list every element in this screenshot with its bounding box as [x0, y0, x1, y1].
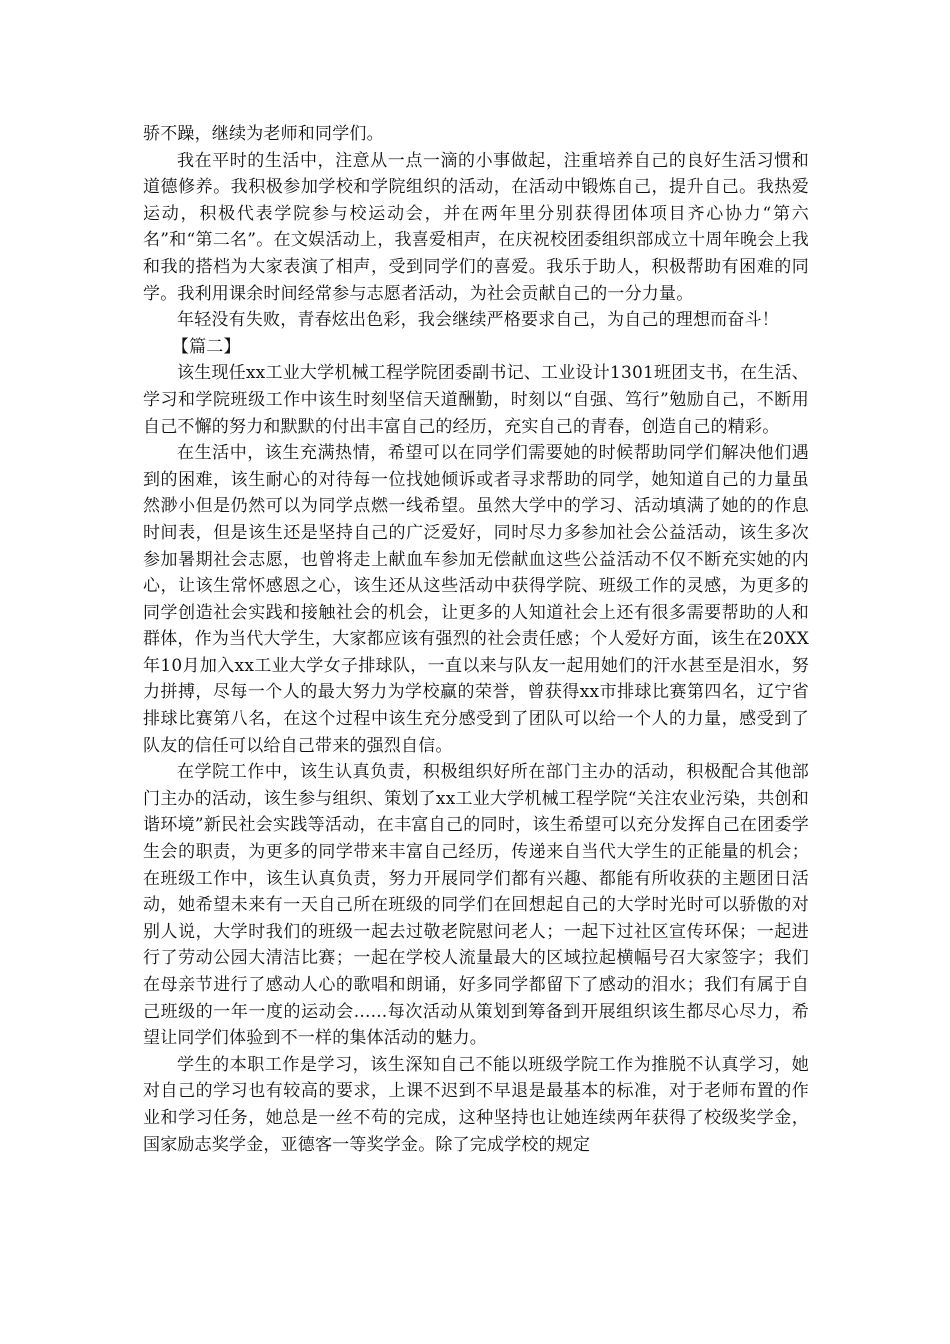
paragraph-study: 学生的本职工作是学习，该生深知自己不能以班级学院工作为推脱不认真学习，她对自己的学习也有较高的要求，上课不迟到不早退是最基本的标准，对于老师布置的作业和学习任务，她总是一丝不苟的完成，这种坚持也让她连续两年获得了校级奖学金，国家励志奖学金，亚德客一等奖学金。除了完成学校的规定 — [143, 1054, 809, 1155]
paragraph-continuation: 骄不躁，继续为老师和同学们。 — [143, 124, 384, 144]
paragraph-daily-life: 我在平时的生活中，注意从一点一滴的小事做起，注重培养自己的良好生活习惯和道德修养。我积极参加学校和学院组织的活动，在活动中锻炼自己，提升自己。我热爱运动，积极代表学院参与校运动会，并在两年里分别获得团体项目齐心协力“第六名”和“第二名”。在文娱活动上，我喜爱相声，在庆祝校团委组织部成立十周年晚会上我和我的搭档为大家表演了相声，受到同学们的喜爱。我乐于助人，积极帮助有困难的同学。我利用课余时间经常参与志愿者活动，为社会贡献自己的一分力量。 — [143, 150, 809, 304]
paragraph-closing-statement: 年轻没有失败，青春炫出色彩，我会继续严格要求自己，为自己的理想而奋斗！ — [177, 310, 779, 331]
paragraph-life-and-hobbies: 在生活中，该生充满热情，希望可以在同学们需要她的时候帮助同学们解决他们遇到的困难，该生耐心的对待每一位找她倾诉或者寻求帮助的同学，她知道自己的力量虽然渺小但是仍然可以为同学点燃一线希望。虽然大学中的学习、活动填满了她的的作息时间表，但是该生还是坚持自己的广泛爱好，同时尽力多参加社会公益活动，该生多次参加暑期社会志愿，也曾将走上献血车参加无偿献血这些公益活动不仅不断充实她的内心，让该生常怀感恩之心，该生还从这些活动中获得学院、班级工作的灵感，为更多的同学创造社会实践和接触社会的机会，让更多的人知道社会上还有很多需要帮助的人和群体，作为当代大学生，大家都应该有强烈的社会责任感；个人爱好方面，该生在20XX年10月加入xx工业大学女子排球队，一直以来与队友一起用她们的汗水甚至是泪水，努力拼搏，尽每一个人的最大努力为学校赢的荣誉，曾获得xx市排球比赛第四名，辽宁省排球比赛第八名，在这个过程中该生充分感受到了团队可以给一个人的力量，感受到了队友的信任可以给自己带来的强烈自信。 — [143, 443, 809, 756]
section-heading: 【篇二】 — [171, 336, 241, 357]
paragraph-college-work: 在学院工作中，该生认真负责，积极组织好所在部门主办的活动，积极配合其他部门主办的活动，该生参与组织、策划了xx工业大学机械工程学院“关注农业污染，共创和谐环境”新民社会实践等活动，在丰富自己的同时，该生希望可以充分发挥自己在团委学生会的职责，为更多的同学带来丰富自己经历，传递来自当代大学生的正能量的机会；在班级工作中，该生认真负责，努力开展同学们都有兴趣、都能有所收获的主题团日活动，她希望未来有一天自己所在班级的同学们在回想起自己的大学时光时可以骄傲的对别人说，大学时我们的班级一起去过敬老院慰问老人；一起下过社区宣传环保；一起进行了劳动公园大清洁比赛；一起在学校人流量最大的区域拉起横幅号召大家签字；我们在母亲节进行了感动人心的歌唱和朗诵，好多同学都留下了感动的泪水；我们有属于自己班级的一年一度的运动会......每次活动从策划到筹备到开展组织该生都尽心尽力，希望让同学们体验到不一样的集体活动的魅力。 — [143, 762, 809, 1049]
document-body — [143, 121, 809, 1158]
paragraph-introduction: 该生现任xx工业大学机械工程学院团委副书记、工业设计1301班团支书，在生活、学习和学院班级工作中该生时刻坚信天道酬勤，时刻以“自强、笃行”勉励自己，不断用自己不懈的努力和默默的付出丰富自己的经历，充实自己的青春，创造自己的精彩。 — [143, 363, 809, 437]
